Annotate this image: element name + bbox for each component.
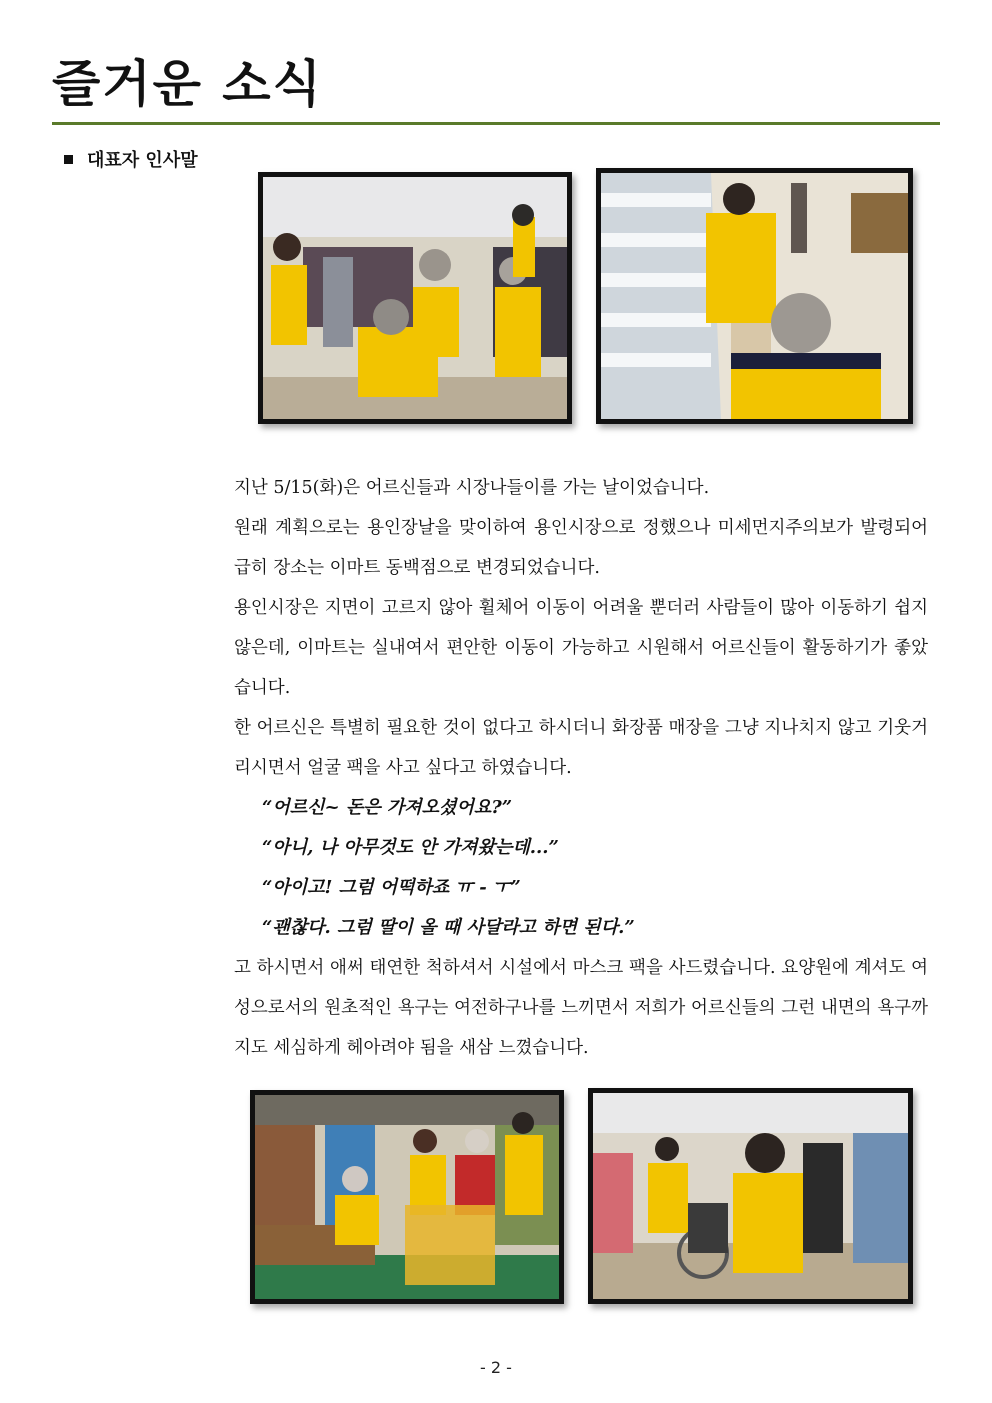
dialogue-quote: “괜찮다. 그럼 딸이 올 때 사달라고 하면 된다.” (262, 917, 635, 938)
photo-grocery-bench (250, 1090, 564, 1304)
section-heading-label: 대표자 인사말 (87, 150, 198, 171)
article-paragraph: 한 어르신은 특별히 필요한 것이 없다고 하시더니 화장품 매장을 그냥 지나치지 않고 기웃거리시면서 얼굴 팩을 사고 싶다고 하였습니다. (234, 718, 928, 778)
section-heading (64, 146, 198, 172)
article-body (234, 468, 928, 1068)
dialogue-quote: “어르신~ 돈은 가져오셨어요?” (262, 797, 513, 818)
page-title: 즐거운 소식 (52, 55, 323, 113)
photo-food-section (596, 168, 913, 424)
photo-clothing-section (258, 172, 572, 424)
article-paragraph: 용인시장은 지면이 고르지 않아 휠체어 이동이 어려울 뿐더러 사람들이 많아 이동하기 쉽지 않은데, 이마트는 실내여서 편안한 이동이 가능하고 시원해서 어르신들이 활동하기가 좋았습니다. (234, 598, 928, 698)
article-paragraph: 원래 계획으로는 용인장날을 맞이하여 용인시장으로 정했으나 미세먼지주의보가 발령되어 급히 장소는 이마트 동백점으로 변경되었습니다. (234, 518, 928, 578)
photo-wheelchair-aisle (588, 1088, 913, 1304)
page-number: - 2 - (480, 1358, 512, 1377)
article-paragraph: 지난 5/15(화)은 어르신들과 시장나들이를 가는 날이었습니다. (234, 478, 710, 498)
article-closing: 고 하시면서 애써 태연한 척하셔서 시설에서 마스크 팩을 사드렸습니다. 요양원에 계셔도 여성으로서의 원초적인 욕구는 여전하구나를 느끼면서 저희가 어르신들의 그런 내면의 욕구까지도 세심하게 헤아려야 됨을 새삼 느꼈습니다. (234, 958, 928, 1058)
title-divider (52, 122, 940, 125)
dialogue-quote: “아이고! 그럼 어떡하죠 ㅠ - ㅜ” (262, 877, 521, 898)
square-bullet-icon (64, 155, 73, 164)
dialogue-quote: “아니, 나 아무것도 안 가져왔는데...” (262, 837, 559, 858)
